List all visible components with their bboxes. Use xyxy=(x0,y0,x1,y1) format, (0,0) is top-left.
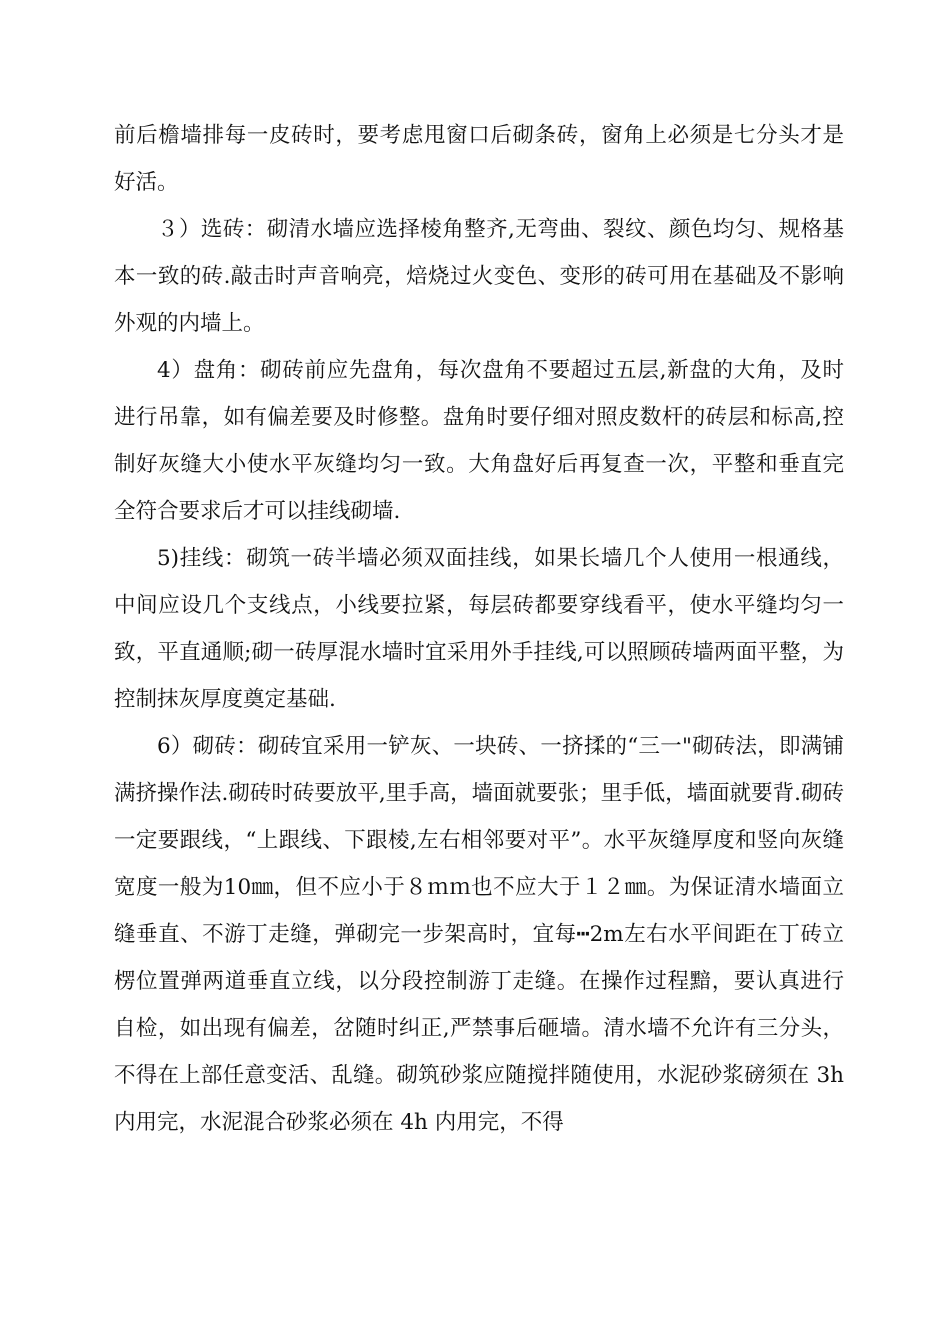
document-body xyxy=(114,112,844,1146)
paragraph-corner-laying: 4）盘角：砌砖前应先盘角，每次盘角不要超过五层,新盘的大角，及时进行吊靠，如有偏差要及时修整。盘角时要仔细对照皮数杆的砖层和标高,控制好灰缝大小使水平灰缝均匀一致。大角盘好后再复查一次，平整和垂直完全符合要求后才可以挂线砌墙. xyxy=(114,358,844,524)
paragraph-brick-selection: ３）选砖：砌清水墙应选择棱角整齐,无弯曲、裂纹、颜色均匀、规格基本一致的砖.敲击时声音响亮，焙烧过火变色、变形的砖可用在基础及不影响外观的内墙上。 xyxy=(114,217,844,336)
paragraph-bricklaying: 6）砌砖：砌砖宜采用一铲灰、一块砖、一挤揉的“三一"砌砖法，即满铺满挤操作法.砌砖时砖要放平,里手高，墙面就要张；里手低，墙面就要背.砌砖一定要跟线，“上跟线、下跟棱,左右相邻要对平”。水平灰缝厚度和竖向灰缝宽度一般为10㎜，但不应小于８ｍｍ也不应大于１２㎜。为保证清水墙面立缝垂直、不游丁走缝，弹砌完一步架高时，宜每┅2m左右水平间距在丁砖立楞位置弹两道垂直立线，以分段控制游丁走缝。在操作过程黯，要认真进行自检，如出现有偏差，岔随时纠正,严禁事后砸墙。清水墙不允许有三分头，不得在上部任意变活、乱缝。砌筑砂浆应随搅拌随使用，水泥砂浆磅须在 3h 内用完，水泥混合砂浆必须在 4h 内用完，不得 xyxy=(114,734,845,1135)
paragraph-continuation: 前后檐墙排每一皮砖时，要考虑甩窗口后砌条砖，窗角上必须是七分头才是好活。 xyxy=(114,123,844,195)
paragraph-line-hanging: 5)挂线：砌筑一砖半墙必须双面挂线，如果长墙几个人使用一根通线，中间应设几个支线点，小线要拉紧，每层砖都要穿线看平，使水平缝均匀一致，平直通顺;砌一砖厚混水墙时宜采用外手挂线,可以照顾砖墙两面平整，为控制抹灰厚度奠定基础. xyxy=(114,546,844,712)
